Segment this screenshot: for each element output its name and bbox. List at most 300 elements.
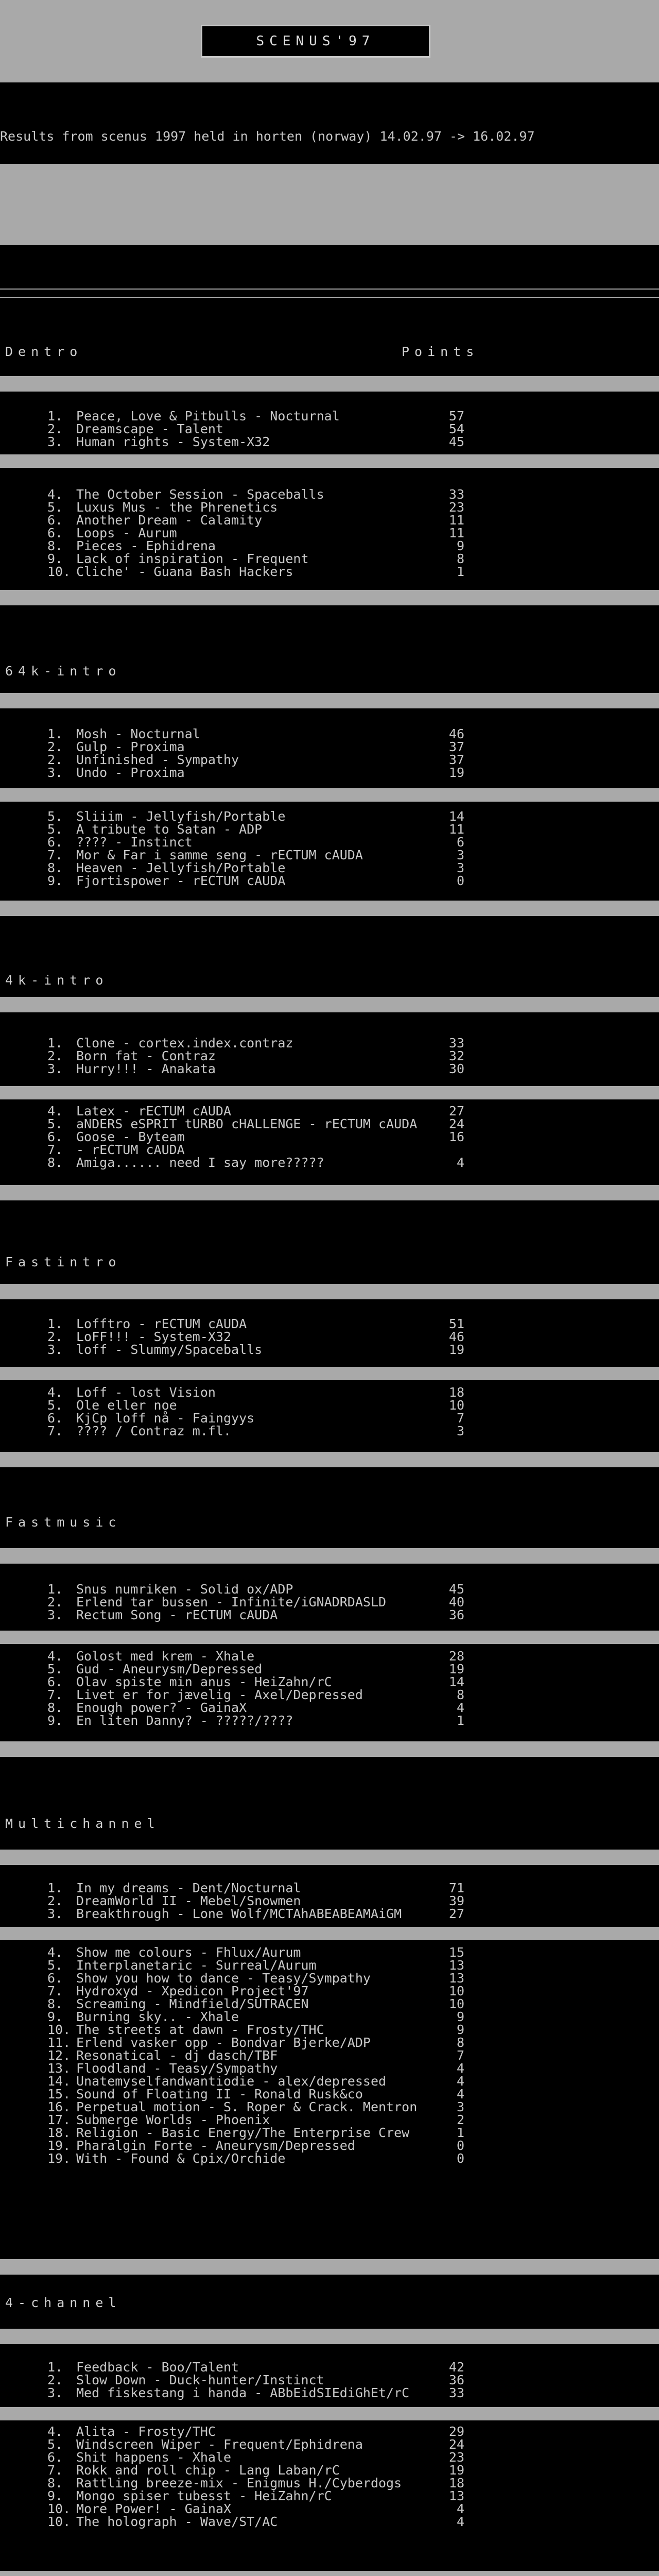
entry-name: aNDERS eSPRIT tURBO cHALLENGE - rECTUM cAUDA bbox=[76, 1116, 418, 1131]
entry-name: KjCp loff nå - Faingyys bbox=[76, 1411, 255, 1426]
points-value: 13 bbox=[448, 2488, 464, 2503]
points-value: 36 bbox=[448, 1607, 464, 1622]
section-bar bbox=[0, 1185, 659, 1200]
points-value: 9 bbox=[456, 538, 464, 553]
rank: 8. bbox=[47, 1996, 63, 2011]
entry-name: Windscreen Wiper - Frequent/Ephidrena bbox=[76, 2437, 363, 2452]
points-value: 9 bbox=[456, 2009, 464, 2024]
result-group bbox=[0, 1582, 659, 1620]
points-value: 8 bbox=[456, 551, 464, 566]
result-row bbox=[0, 1129, 659, 1142]
result-group bbox=[0, 809, 659, 886]
result-row bbox=[0, 1700, 659, 1713]
points-value: 27 bbox=[448, 1906, 464, 1921]
result-row bbox=[0, 1984, 659, 1996]
points-column-header: Points bbox=[402, 344, 479, 359]
entry-name: Golost med krem - Xhale bbox=[76, 1649, 255, 1664]
points-value: 71 bbox=[448, 1880, 464, 1895]
result-row bbox=[0, 1595, 659, 1607]
result-row bbox=[0, 752, 659, 765]
result-group bbox=[0, 487, 659, 577]
points-value: 1 bbox=[456, 2125, 464, 2140]
result-row bbox=[0, 1996, 659, 2009]
entry-name: Erlend tar bussen - Infinite/iGNADRDASLD bbox=[76, 1595, 387, 1609]
section-bar bbox=[0, 1850, 659, 1865]
entry-name: Undo - Proxima bbox=[76, 765, 185, 780]
points-value: 19 bbox=[448, 1662, 464, 1676]
points-value: 51 bbox=[448, 1316, 464, 1331]
section-bar bbox=[0, 788, 659, 802]
entry-name: Show you how to dance - Teasy/Sympathy bbox=[76, 1971, 371, 1986]
entry-name: Livet er for jævelig - Axel/Depressed bbox=[76, 1687, 363, 1702]
entry-name: Human rights - System-X32 bbox=[76, 434, 270, 449]
section-bar bbox=[0, 1086, 659, 1099]
rank: 4. bbox=[47, 1649, 63, 1664]
points-value: 4 bbox=[456, 1700, 464, 1715]
points-value: 39 bbox=[448, 1893, 464, 1908]
entry-name: Another Dream - Calamity bbox=[76, 513, 263, 528]
points-value: 11 bbox=[448, 526, 464, 540]
points-value: 3 bbox=[456, 2099, 464, 2114]
points-value: 0 bbox=[456, 873, 464, 888]
rank: 2. bbox=[47, 739, 63, 754]
rank: 10. bbox=[47, 2501, 71, 2516]
rank: 7. bbox=[47, 2463, 63, 2478]
result-row bbox=[0, 1662, 659, 1674]
result-group bbox=[0, 409, 659, 447]
result-row bbox=[0, 765, 659, 778]
result-group bbox=[0, 2424, 659, 2527]
result-group bbox=[0, 1385, 659, 1436]
result-group bbox=[0, 1316, 659, 1355]
result-row bbox=[0, 2099, 659, 2112]
rank: 1. bbox=[47, 1582, 63, 1597]
entry-name: Loops - Aurum bbox=[76, 526, 177, 540]
entry-name: Interplanetaric - Surreal/Aurum bbox=[76, 1958, 317, 1973]
entry-name: Sound of Floating II - Ronald Rusk&co bbox=[76, 2087, 363, 2102]
rank: 8. bbox=[47, 860, 63, 875]
result-row bbox=[0, 2022, 659, 2035]
rank: 5. bbox=[47, 500, 63, 515]
entry-name: Feedback - Boo/Talent bbox=[76, 2360, 239, 2375]
result-row bbox=[0, 1649, 659, 1662]
rank: 8. bbox=[47, 1155, 63, 1170]
entry-name: Lofftro - rECTUM cAUDA bbox=[76, 1316, 247, 1331]
result-row bbox=[0, 564, 659, 577]
points-value: 0 bbox=[456, 2138, 464, 2153]
entry-name: Luxus Mus - the Phrenetics bbox=[76, 500, 278, 515]
rank: 5. bbox=[47, 809, 63, 824]
result-row bbox=[0, 1329, 659, 1342]
section-heading: Fastmusic bbox=[5, 1515, 122, 1530]
result-row bbox=[0, 2514, 659, 2527]
entry-name: Olav spiste min anus - HeiZahn/rC bbox=[76, 1674, 332, 1689]
entry-name: Pieces - Ephidrena bbox=[76, 538, 216, 553]
rank: 7. bbox=[47, 1142, 63, 1157]
entry-name: Rectum Song - rECTUM cAUDA bbox=[76, 1607, 278, 1622]
points-value: 33 bbox=[448, 1036, 464, 1050]
result-row bbox=[0, 1958, 659, 1971]
section-bar bbox=[0, 1741, 659, 1757]
entry-name: LoFF!!! - System-X32 bbox=[76, 1329, 232, 1344]
result-row bbox=[0, 822, 659, 835]
entry-name: Snus numriken - Solid ox/ADP bbox=[76, 1582, 293, 1597]
result-row bbox=[0, 2450, 659, 2463]
entry-name: Rattling breeze-mix - Enigmus H./Cyberdogs bbox=[76, 2476, 402, 2490]
entry-name: Dreamscape - Talent bbox=[76, 421, 223, 436]
points-value: 10 bbox=[448, 1996, 464, 2011]
rank: 19. bbox=[47, 2151, 71, 2166]
entry-name: With - Found & Cpix/Orchide bbox=[76, 2151, 286, 2166]
result-row bbox=[0, 1155, 659, 1168]
points-value: 36 bbox=[448, 2372, 464, 2387]
rank: 7. bbox=[47, 848, 63, 862]
points-value: 4 bbox=[456, 1155, 464, 1170]
entry-name: The October Session - Spaceballs bbox=[76, 487, 324, 502]
entry-name: Goose - Byteam bbox=[76, 1129, 185, 1144]
points-value: 37 bbox=[448, 739, 464, 754]
points-value: 30 bbox=[448, 1061, 464, 1076]
points-value: 14 bbox=[448, 809, 464, 824]
rank: 19. bbox=[47, 2138, 71, 2153]
result-row bbox=[0, 2087, 659, 2102]
points-value: 4 bbox=[456, 2074, 464, 2089]
rank: 5. bbox=[47, 1662, 63, 1676]
entry-name: Perpetual motion - S. Roper & Crack. Mentron bbox=[76, 2099, 418, 2114]
points-value: 14 bbox=[448, 1674, 464, 1689]
rank: 15. bbox=[47, 2087, 71, 2102]
result-row bbox=[0, 2125, 659, 2138]
entry-name: Gulp - Proxima bbox=[76, 739, 185, 754]
rank: 8. bbox=[47, 2476, 63, 2490]
points-value: 57 bbox=[448, 409, 464, 423]
entry-name: Med fiskestang i handa - ABbEidSIEdiGhEt/rC bbox=[76, 2385, 410, 2400]
result-row bbox=[0, 835, 659, 848]
points-value: 18 bbox=[448, 2476, 464, 2490]
entry-name: Gud - Aneurysm/Depressed bbox=[76, 1662, 263, 1676]
section-heading: Fastintro bbox=[5, 1255, 122, 1269]
result-row bbox=[0, 1036, 659, 1048]
points-value: 10 bbox=[448, 1398, 464, 1413]
rank: 9. bbox=[47, 2488, 63, 2503]
result-row bbox=[0, 1971, 659, 1984]
rank: 6. bbox=[47, 1971, 63, 1986]
result-row bbox=[0, 739, 659, 752]
entry-name: Born fat - Contraz bbox=[76, 1048, 216, 1063]
section-bar bbox=[0, 590, 659, 605]
entry-name: Resonatical - dj dasch/TBF bbox=[76, 2048, 278, 2063]
section-bar bbox=[0, 1927, 659, 1940]
section-bar bbox=[0, 2571, 659, 2576]
points-value: 13 bbox=[448, 1971, 464, 1986]
result-row bbox=[0, 1674, 659, 1687]
entry-name: Enough power? - GainaX bbox=[76, 1700, 247, 1715]
entry-name: Heaven - Jellyfish/Portable bbox=[76, 860, 286, 875]
section-bar bbox=[0, 454, 659, 468]
rank: 10. bbox=[47, 2022, 71, 2037]
result-row bbox=[0, 2501, 659, 2514]
points-value: 2 bbox=[456, 2112, 464, 2127]
points-value: 46 bbox=[448, 1329, 464, 1344]
rank: 3. bbox=[47, 434, 63, 449]
result-row bbox=[0, 1687, 659, 1700]
entry-name: Slow Down - Duck-hunter/Instinct bbox=[76, 2372, 324, 2387]
rank: 8. bbox=[47, 538, 63, 553]
result-row bbox=[0, 1385, 659, 1398]
entry-name: Alita - Frosty/THC bbox=[76, 2424, 216, 2439]
result-row bbox=[0, 2074, 659, 2087]
points-value: 29 bbox=[448, 2424, 464, 2439]
rank: 9. bbox=[47, 551, 63, 566]
divider bbox=[0, 289, 659, 290]
points-value: 42 bbox=[448, 2360, 464, 2375]
section-bar bbox=[0, 2329, 659, 2344]
entry-name: Shit happens - Xhale bbox=[76, 2450, 232, 2465]
rank: 3. bbox=[47, 2385, 63, 2400]
section-bar bbox=[0, 2407, 659, 2420]
rank: 1. bbox=[47, 2360, 63, 2375]
rank: 18. bbox=[47, 2125, 71, 2140]
result-row bbox=[0, 809, 659, 822]
result-row bbox=[0, 1713, 659, 1726]
entry-name: More Power! - GainaX bbox=[76, 2501, 232, 2516]
points-value: 37 bbox=[448, 752, 464, 767]
result-group bbox=[0, 1880, 659, 1919]
points-value: 9 bbox=[456, 2022, 464, 2037]
points-value: 3 bbox=[456, 1423, 464, 1438]
entry-name: In my dreams - Dent/Nocturnal bbox=[76, 1880, 301, 1895]
rank: 1. bbox=[47, 1880, 63, 1895]
result-row bbox=[0, 1104, 659, 1116]
points-value: 10 bbox=[448, 1984, 464, 1998]
rank: 6. bbox=[47, 1129, 63, 1144]
points-value: 0 bbox=[456, 2151, 464, 2166]
entry-name: Burning sky.. - Xhale bbox=[76, 2009, 239, 2024]
points-value: 8 bbox=[456, 1687, 464, 1702]
entry-name: Mor & Far i samme seng - rECTUM cAUDA bbox=[76, 848, 363, 862]
points-value: 3 bbox=[456, 860, 464, 875]
entry-name: Submerge Worlds - Phoenix bbox=[76, 2112, 270, 2127]
points-value: 11 bbox=[448, 822, 464, 837]
section-bar bbox=[0, 376, 659, 392]
section-heading: Dentro bbox=[5, 344, 83, 359]
result-row bbox=[0, 1880, 659, 1893]
rank: 12. bbox=[47, 2048, 71, 2063]
result-row bbox=[0, 2437, 659, 2450]
result-row bbox=[0, 2463, 659, 2476]
rank: 6. bbox=[47, 2450, 63, 2465]
points-value: 4 bbox=[456, 2061, 464, 2076]
entry-name: Floodland - Teasy/Sympathy bbox=[76, 2061, 278, 2076]
entry-name: Lack of inspiration - Frequent bbox=[76, 551, 309, 566]
rank: 16. bbox=[47, 2099, 71, 2114]
entry-name: Clone - cortex.index.contraz bbox=[76, 1036, 293, 1050]
entry-name: Rokk and roll chip - Lang Laban/rC bbox=[76, 2463, 340, 2478]
rank: 1. bbox=[47, 1036, 63, 1050]
rank: 1. bbox=[47, 1316, 63, 1331]
result-row bbox=[0, 2048, 659, 2061]
entry-name: ???? / Contraz m.fl. bbox=[76, 1423, 232, 1438]
result-row bbox=[0, 551, 659, 564]
rank: 4. bbox=[47, 1104, 63, 1118]
points-value: 40 bbox=[448, 1595, 464, 1609]
entry-name: Unatemyselfandwantiodie - alex/depressed bbox=[76, 2074, 387, 2089]
rank: 10. bbox=[47, 564, 71, 579]
result-row bbox=[0, 2360, 659, 2375]
section-bar bbox=[0, 1452, 659, 1467]
entry-name: Show me colours - Fhlux/Aurum bbox=[76, 1945, 301, 1960]
rank: 2. bbox=[47, 1048, 63, 1063]
entry-name: The streets at dawn - Frosty/THC bbox=[76, 2022, 324, 2037]
rank: 2. bbox=[47, 421, 63, 436]
rank: 9. bbox=[47, 2009, 63, 2024]
entry-name: Pharalgin Forte - Aneurysm/Depressed bbox=[76, 2138, 355, 2153]
result-row bbox=[0, 860, 659, 873]
rank: 4. bbox=[47, 2424, 63, 2439]
points-value: 32 bbox=[448, 1048, 464, 1063]
result-row bbox=[0, 409, 659, 421]
result-row bbox=[0, 1423, 659, 1436]
rank: 8. bbox=[47, 1700, 63, 1715]
rank: 11. bbox=[47, 2035, 71, 2050]
rank: 6. bbox=[47, 513, 63, 528]
entry-name: Hurry!!! - Anakata bbox=[76, 1061, 216, 1076]
section-bar bbox=[0, 997, 659, 1012]
entry-name: Unfinished - Sympathy bbox=[76, 752, 239, 767]
rank: 6. bbox=[47, 1674, 63, 1689]
result-row bbox=[0, 2476, 659, 2488]
result-row bbox=[0, 421, 659, 434]
points-value: 7 bbox=[456, 1411, 464, 1426]
result-group bbox=[0, 1945, 659, 2164]
points-value: 19 bbox=[448, 2463, 464, 2478]
result-row bbox=[0, 1582, 659, 1595]
rank: 3. bbox=[47, 1061, 63, 1076]
result-row bbox=[0, 1342, 659, 1355]
result-row bbox=[0, 2488, 659, 2501]
rank: 5. bbox=[47, 822, 63, 837]
entry-name: Hydroxyd - Xpedicon Project'97 bbox=[76, 1984, 309, 1998]
rank: 2. bbox=[47, 2372, 63, 2387]
points-value: 16 bbox=[448, 1129, 464, 1144]
section-heading: Multichannel bbox=[5, 1816, 160, 1831]
result-row bbox=[0, 2372, 659, 2385]
rank: 3. bbox=[47, 1607, 63, 1622]
result-row bbox=[0, 2138, 659, 2151]
points-value: 15 bbox=[448, 1945, 464, 1960]
result-row bbox=[0, 2385, 659, 2398]
section-heading: 64k-intro bbox=[5, 664, 122, 679]
result-row bbox=[0, 1906, 659, 1919]
entry-name: Loff - lost Vision bbox=[76, 1385, 216, 1400]
entry-name: Amiga...... need I say more????? bbox=[76, 1155, 324, 1170]
result-row bbox=[0, 726, 659, 739]
section-bar bbox=[0, 1548, 659, 1564]
points-value: 24 bbox=[448, 1116, 464, 1131]
rank: 10. bbox=[47, 2514, 71, 2529]
section-bar bbox=[0, 901, 659, 916]
rank: 9. bbox=[47, 873, 63, 888]
section-bar bbox=[0, 1284, 659, 1299]
points-value: 4 bbox=[456, 2501, 464, 2516]
result-row bbox=[0, 2035, 659, 2048]
section-bar bbox=[0, 1631, 659, 1644]
entry-name: Peace, Love & Pitbulls - Nocturnal bbox=[76, 409, 340, 423]
result-row bbox=[0, 538, 659, 551]
result-row bbox=[0, 434, 659, 447]
points-value: 33 bbox=[448, 487, 464, 502]
rank: 2. bbox=[47, 1595, 63, 1609]
points-value: 4 bbox=[456, 2087, 464, 2102]
rank: 5. bbox=[47, 1116, 63, 1131]
entry-name: Breakthrough - Lone Wolf/MCTAhABEABEAMAiGM bbox=[76, 1906, 402, 1921]
rank: 5. bbox=[47, 2437, 63, 2452]
entry-name: Latex - rECTUM cAUDA bbox=[76, 1104, 232, 1118]
result-row bbox=[0, 1607, 659, 1620]
result-row bbox=[0, 873, 659, 886]
rank: 1. bbox=[47, 726, 63, 741]
result-group bbox=[0, 726, 659, 778]
result-row bbox=[0, 1316, 659, 1329]
rank: 6. bbox=[47, 526, 63, 540]
entry-name: - rECTUM cAUDA bbox=[76, 1142, 185, 1157]
rank: 13. bbox=[47, 2061, 71, 2076]
entry-name: Mosh - Nocturnal bbox=[76, 726, 200, 741]
entry-name: En liten Danny? - ?????/???? bbox=[76, 1713, 293, 1728]
result-row bbox=[0, 1398, 659, 1411]
result-row bbox=[0, 2061, 659, 2074]
points-value: 1 bbox=[456, 1713, 464, 1728]
points-value: 54 bbox=[448, 421, 464, 436]
points-value: 19 bbox=[448, 765, 464, 780]
points-value: 13 bbox=[448, 1958, 464, 1973]
points-value: 8 bbox=[456, 2035, 464, 2050]
result-row bbox=[0, 2009, 659, 2022]
rank: 3. bbox=[47, 1342, 63, 1357]
rank: 14. bbox=[47, 2074, 71, 2089]
section-bar bbox=[0, 1367, 659, 1380]
rank: 5. bbox=[47, 1958, 63, 1973]
rank: 6. bbox=[47, 835, 63, 850]
banner-block-2 bbox=[0, 164, 659, 245]
rank: 2. bbox=[47, 1893, 63, 1908]
points-value: 23 bbox=[448, 2450, 464, 2465]
points-value: 28 bbox=[448, 1649, 464, 1664]
points-value: 24 bbox=[448, 2437, 464, 2452]
result-row bbox=[0, 1411, 659, 1426]
section-bar bbox=[0, 693, 659, 708]
rank: 1. bbox=[47, 409, 63, 423]
points-value: 3 bbox=[456, 848, 464, 862]
entry-name: Screaming - Mindfield/SUTRACEN bbox=[76, 1996, 309, 2011]
rank: 3. bbox=[47, 1906, 63, 1921]
result-row bbox=[0, 1061, 659, 1074]
result-row bbox=[0, 1142, 659, 1155]
divider bbox=[0, 297, 659, 298]
result-row bbox=[0, 487, 659, 500]
rank: 7. bbox=[47, 1423, 63, 1438]
intro-line: Results from scenus 1997 held in horten (norway) 14.02.97 -> 16.02.97 bbox=[0, 129, 535, 144]
result-row bbox=[0, 2151, 659, 2164]
result-row bbox=[0, 1893, 659, 1906]
result-row bbox=[0, 2112, 659, 2125]
points-value: 45 bbox=[448, 1582, 464, 1597]
section-heading: 4k-intro bbox=[5, 973, 109, 988]
result-row bbox=[0, 848, 659, 860]
result-group bbox=[0, 1104, 659, 1168]
rank: 4. bbox=[47, 487, 63, 502]
result-row bbox=[0, 2424, 659, 2437]
